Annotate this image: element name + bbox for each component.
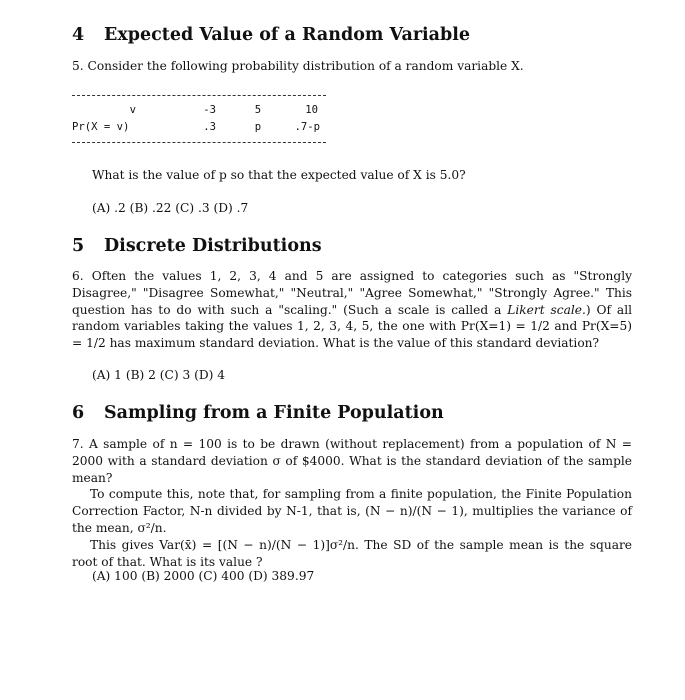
table-bottom-rule [72,142,326,143]
question-6-options: (A) 1 (B) 2 (C) 3 (D) 4 [92,368,226,382]
section-title: Sampling from a Finite Population [104,403,444,423]
section-title: Expected Value of a Random Variable [104,25,471,45]
section-6-heading [72,403,444,423]
question-5-options: (A) .2 (B) .22 (C) .3 (D) .7 [92,201,249,215]
question-6-text [72,268,632,352]
table-row-label-pr: Pr(X = v) [72,121,130,133]
table-value-3: 10 [305,104,318,116]
table-row-label-v: v [129,104,136,116]
question-7-text [72,436,632,570]
section-number: 5 [72,236,85,256]
question-7-paragraph-2: To compute this, note that, for sampling from a finite population, the Finite Population Correction Factor, N-n divided by N-1, that is, (N − n)/(N − 1), multiplies the variance of the mean, σ²/n. [72,487,632,535]
question-6-text-b: ) Of all random variables taking the values 1, 2, 3, 4, 5, the one with Pr(X=1) = 1/2 and Pr(X=5) = 1/2 has maximum standard deviation. What is the value of this standard deviation? [72,302,632,351]
section-4-heading [72,25,470,45]
likert-term: Likert scale. [507,302,586,317]
table-prob-3: .7-p [294,121,320,133]
question-7-options: (A) 100 (B) 2000 (C) 400 (D) 389.97 [92,569,315,583]
question-5-prompt: 5. Consider the following probability distribution of a random variable X. [72,59,524,73]
section-title: Discrete Distributions [104,236,322,256]
question-6-text-a: 6. Often the values 1, 2, 3, 4 and 5 are assigned to categories such as "Strongly Disagree," "Disagree Somewhat," "Neutral," "Agree Somewhat," "Strongly Agree." This question has to do with such a "scaling." (Such a scale is called a [72,269,632,317]
question-7-paragraph-1: 7. A sample of n = 100 is to be drawn (without replacement) from a population of N = 2000 with a standard deviation σ of $4000. What is the standard deviation of the sample mean? [72,437,632,485]
section-number: 6 [72,403,85,423]
table-top-rule [72,95,326,96]
question-5-text: What is the value of p so that the expected value of X is 5.0? [92,168,466,182]
table-value-2: 5 [254,104,262,116]
probability-table [0,104,685,140]
table-value-1: -3 [203,104,216,116]
table-prob-2: p [254,121,262,133]
section-5-heading [72,236,322,256]
section-number: 4 [72,25,85,45]
table-prob-1: .3 [203,121,216,133]
question-7-paragraph-3: This gives Var(x̄) = [(N − n)/(N − 1)]σ²/n. The SD of the sample mean is the square root of that. What is its value ? [72,537,632,569]
